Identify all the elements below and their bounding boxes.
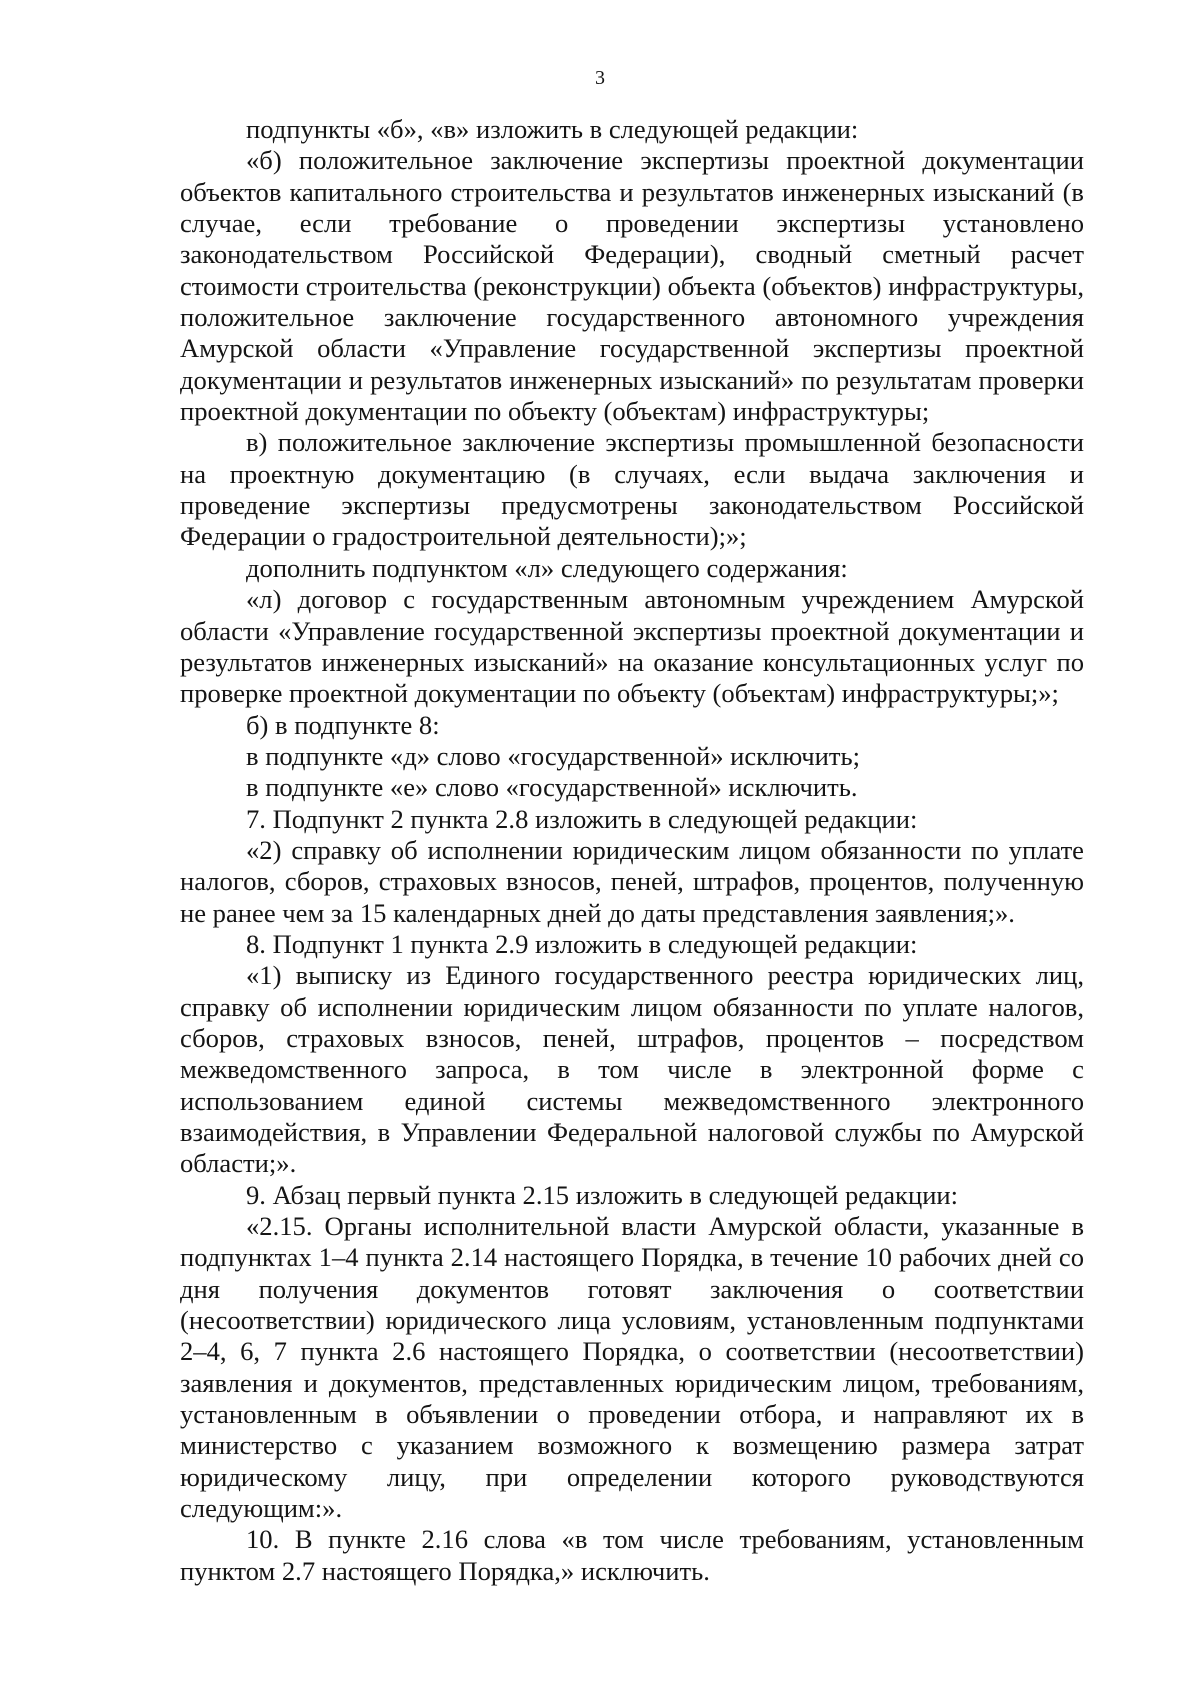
paragraph: в) положительное заключение экспертизы промышленной безопасности на проектную документацию (в случаях, если выдача заключения и проведение экспертизы предусмотрены законодательством Российской Федерации о градостроительной деятельности);»; [180, 427, 1084, 552]
document-body [180, 114, 1084, 1587]
paragraph: 8. Подпункт 1 пункта 2.9 изложить в следующей редакции: [246, 928, 918, 959]
paragraph: «2) справку об исполнении юридическим лицом обязанности по уплате налогов, сборов, страховых взносов, пеней, штрафов, процентов, полученную не ранее чем за 15 календарных дней до даты представления заявления;». [180, 834, 1084, 928]
paragraph: дополнить подпунктом «л» следующего содержания: [246, 552, 848, 583]
paragraph: «л) договор с государственным автономным учреждением Амурской области «Управление государственной экспертизы проектной документации и результатов инженерных изысканий» на оказание консультационных услуг по проверке проектной документации по объекту (объектам) инфраструктуры;»; [180, 584, 1084, 709]
paragraph: в подпункте «е» слово «государственной» исключить. [246, 772, 858, 803]
paragraph: «2.15. Органы исполнительной власти Амурской области, указанные в подпунктах 1–4 пункта 2.14 настоящего Порядка, в течение 10 рабочих дней со дня получения документов готовят заключения о соответствии (несоответствии) юридического лица условиям, установленным подпунктами 2–4, 6, 7 пункта 2.6 настоящего Порядка, о соответствии (несоответствии) заявления и документов, представленных юридическим лицом, требованиям, установленным в объявлении о проведении отбора, и направляют их в министерство с указанием возможного к возмещению размера затрат юридическому лицу, при определении которого руководствуются следующим:». [180, 1211, 1084, 1524]
paragraph: б) в подпункте 8: [246, 709, 440, 740]
paragraph: «б) положительное заключение экспертизы проектной документации объектов капитального строительства и результатов инженерных изысканий (в случае, если требование о проведении экспертизы установлено законодательством Российской Федерации), сводный сметный расчет стоимости строительства (реконструкции) объекта (объектов) инфраструктуры, положительное заключение государственного автономного учреждения Амурской области «Управление государственной экспертизы проектной документации и результатов инженерных изысканий» по результатам проверки проектной документации по объекту (объектам) инфраструктуры; [180, 145, 1084, 427]
paragraph: 10. В пункте 2.16 слова «в том числе требованиям, установленным пунктом 2.7 настоящего Порядка,» исключить. [180, 1524, 1084, 1586]
page-number: 3 [595, 67, 605, 89]
paragraph: подпункты «б», «в» изложить в следующей редакции: [246, 114, 859, 144]
paragraph: 9. Абзац первый пункта 2.15 изложить в следующей редакции: [246, 1179, 959, 1210]
paragraph: 7. Подпункт 2 пункта 2.8 изложить в следующей редакции: [246, 803, 918, 834]
paragraph: в подпункте «д» слово «государственной» исключить; [246, 740, 860, 771]
paragraph: «1) выписку из Единого государственного реестра юридических лиц, справку об исполнении юридическим лицом обязанности по уплате налогов, сборов, страховых взносов, пеней, штрафов, процентов – посредством межведомственного запроса, в том числе в электронной форме с использованием единой системы межведомственного электронного взаимодействия, в Управлении Федеральной налоговой службы по Амурской области;». [180, 960, 1084, 1179]
